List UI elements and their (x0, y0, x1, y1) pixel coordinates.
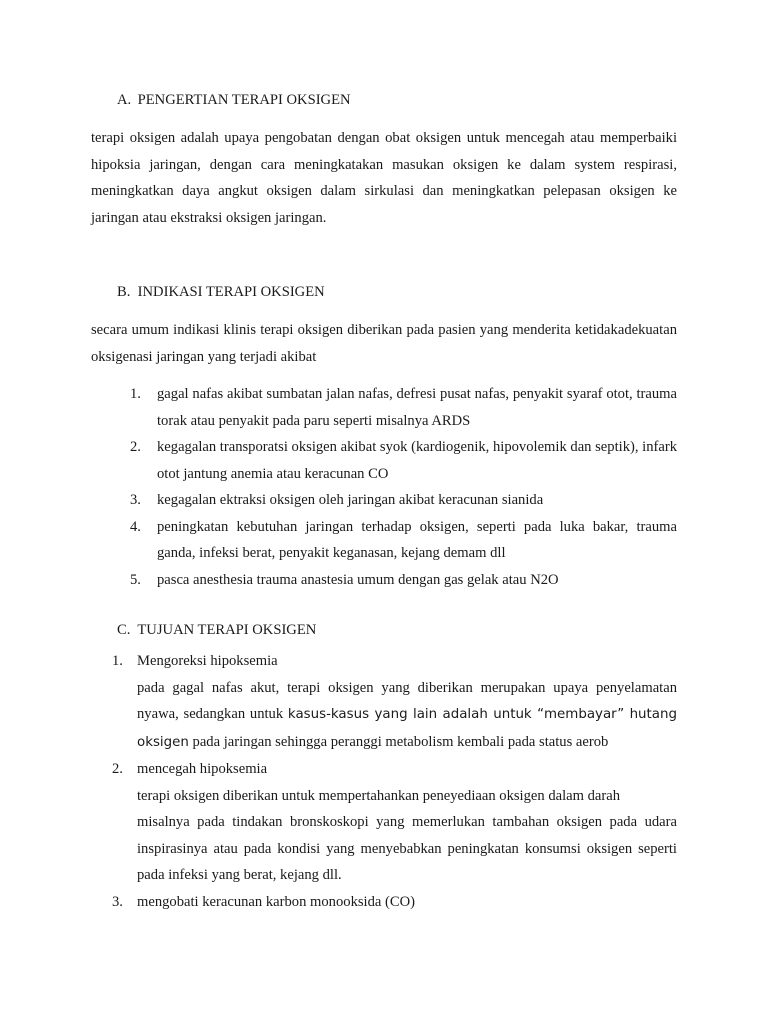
section-a-paragraph: terapi oksigen adalah upaya pengobatan dengan obat oksigen untuk mencegah atau memperbaiki hipoksia jaringan, dengan cara meningkatakan masukan oksigen ke dalam system respirasi, meningkatkan daya angkut oksigen dalam sirkulasi dan meningkatkan pelepasan oksigen ke jaringan atau ekstraksi oksigen jaringan. (91, 130, 677, 226)
list-item-text: gagal nafas akibat sumbatan jalan nafas, defresi pusat nafas, penyakit syaraf otot, trauma torak atau penyakit pada paru seperti misalnya ARDS (157, 386, 677, 429)
section-b-title: INDIKASI TERAPI OKSIGEN (137, 284, 325, 300)
section-b-letter: B. (117, 284, 131, 300)
list-item-body: misalnya pada tindakan bronskoskopi yang memerlukan tambahan oksigen pada udara inspirasinya atau pada kondisi yang menyebabkan peningkatan konsumsi oksigen seperti pada infeksi yang berat, kejang dll. (137, 814, 677, 883)
list-item-text: peningkatan kebutuhan jaringan terhadap oksigen, seperti pada luka bakar, trauma ganda, infeksi berat, penyakit keganasan, kejang demam dll (157, 518, 677, 561)
list-item-text: pasca anesthesia trauma anastesia umum dengan gas gelak atau N2O (157, 571, 559, 588)
body-text: pada gagal nafas akut, terapi oksigen yang diberikan merupakan upaya penyelamatan nyawa, sedangkan untuk (137, 679, 677, 722)
section-c-heading (117, 622, 316, 639)
body-text: pada jaringan sehingga peranggi metabolism kembali pada status aerob (188, 733, 609, 750)
list-item (130, 514, 677, 567)
list-item (112, 756, 677, 783)
list-item (130, 567, 677, 594)
list-item-body (112, 675, 677, 757)
list-item-number: 1. (130, 386, 141, 402)
list-item-number: 5. (130, 571, 141, 588)
list-item (130, 487, 677, 514)
section-c-title: TUJUAN TERAPI OKSIGEN (137, 622, 317, 638)
section-b-heading (117, 284, 325, 301)
body-text-sans: kasus-kasus yang lain adalah untuk “membayar” hutang oksigen (137, 707, 677, 750)
list-item-number: 3. (112, 893, 123, 910)
list-item-number: 2. (112, 761, 123, 777)
list-item-number: 3. (130, 492, 141, 508)
section-a-title: PENGERTIAN TERAPI OKSIGEN (137, 92, 351, 108)
goal-list (112, 648, 677, 915)
list-item-number: 2. (130, 439, 141, 455)
list-item (112, 648, 677, 675)
indication-list (130, 381, 677, 593)
list-item-text: kegagalan ektraksi oksigen oleh jaringan akibat keracunan sianida (157, 492, 544, 508)
list-item-title: mengobati keracunan karbon monooksida (CO) (137, 893, 416, 910)
list-item-text: kegagalan transporatsi oksigen akibat syok (kardiogenik, hipovolemik dan septik), infark otot jantung anemia atau keracunan CO (157, 439, 677, 482)
section-c-letter: C. (117, 622, 131, 638)
list-item-title: mencegah hipoksemia (137, 761, 268, 777)
section-b-paragraph: secara umum indikasi klinis terapi oksigen diberikan pada pasien yang menderita ketidakadekuatan oksigenasi jaringan yang terjadi akibat (91, 322, 677, 365)
list-item (130, 381, 677, 434)
list-item-number: 1. (112, 653, 123, 669)
list-item (130, 434, 677, 487)
list-item-body-line: terapi oksigen diberikan untuk mempertahankan peneyediaan oksigen dalam darah (137, 787, 621, 804)
section-a-letter: A. (117, 92, 132, 108)
list-item-title: Mengoreksi hipoksemia (137, 653, 278, 669)
list-item (112, 889, 677, 916)
list-item-number: 4. (130, 518, 141, 535)
section-a-heading (117, 92, 351, 109)
